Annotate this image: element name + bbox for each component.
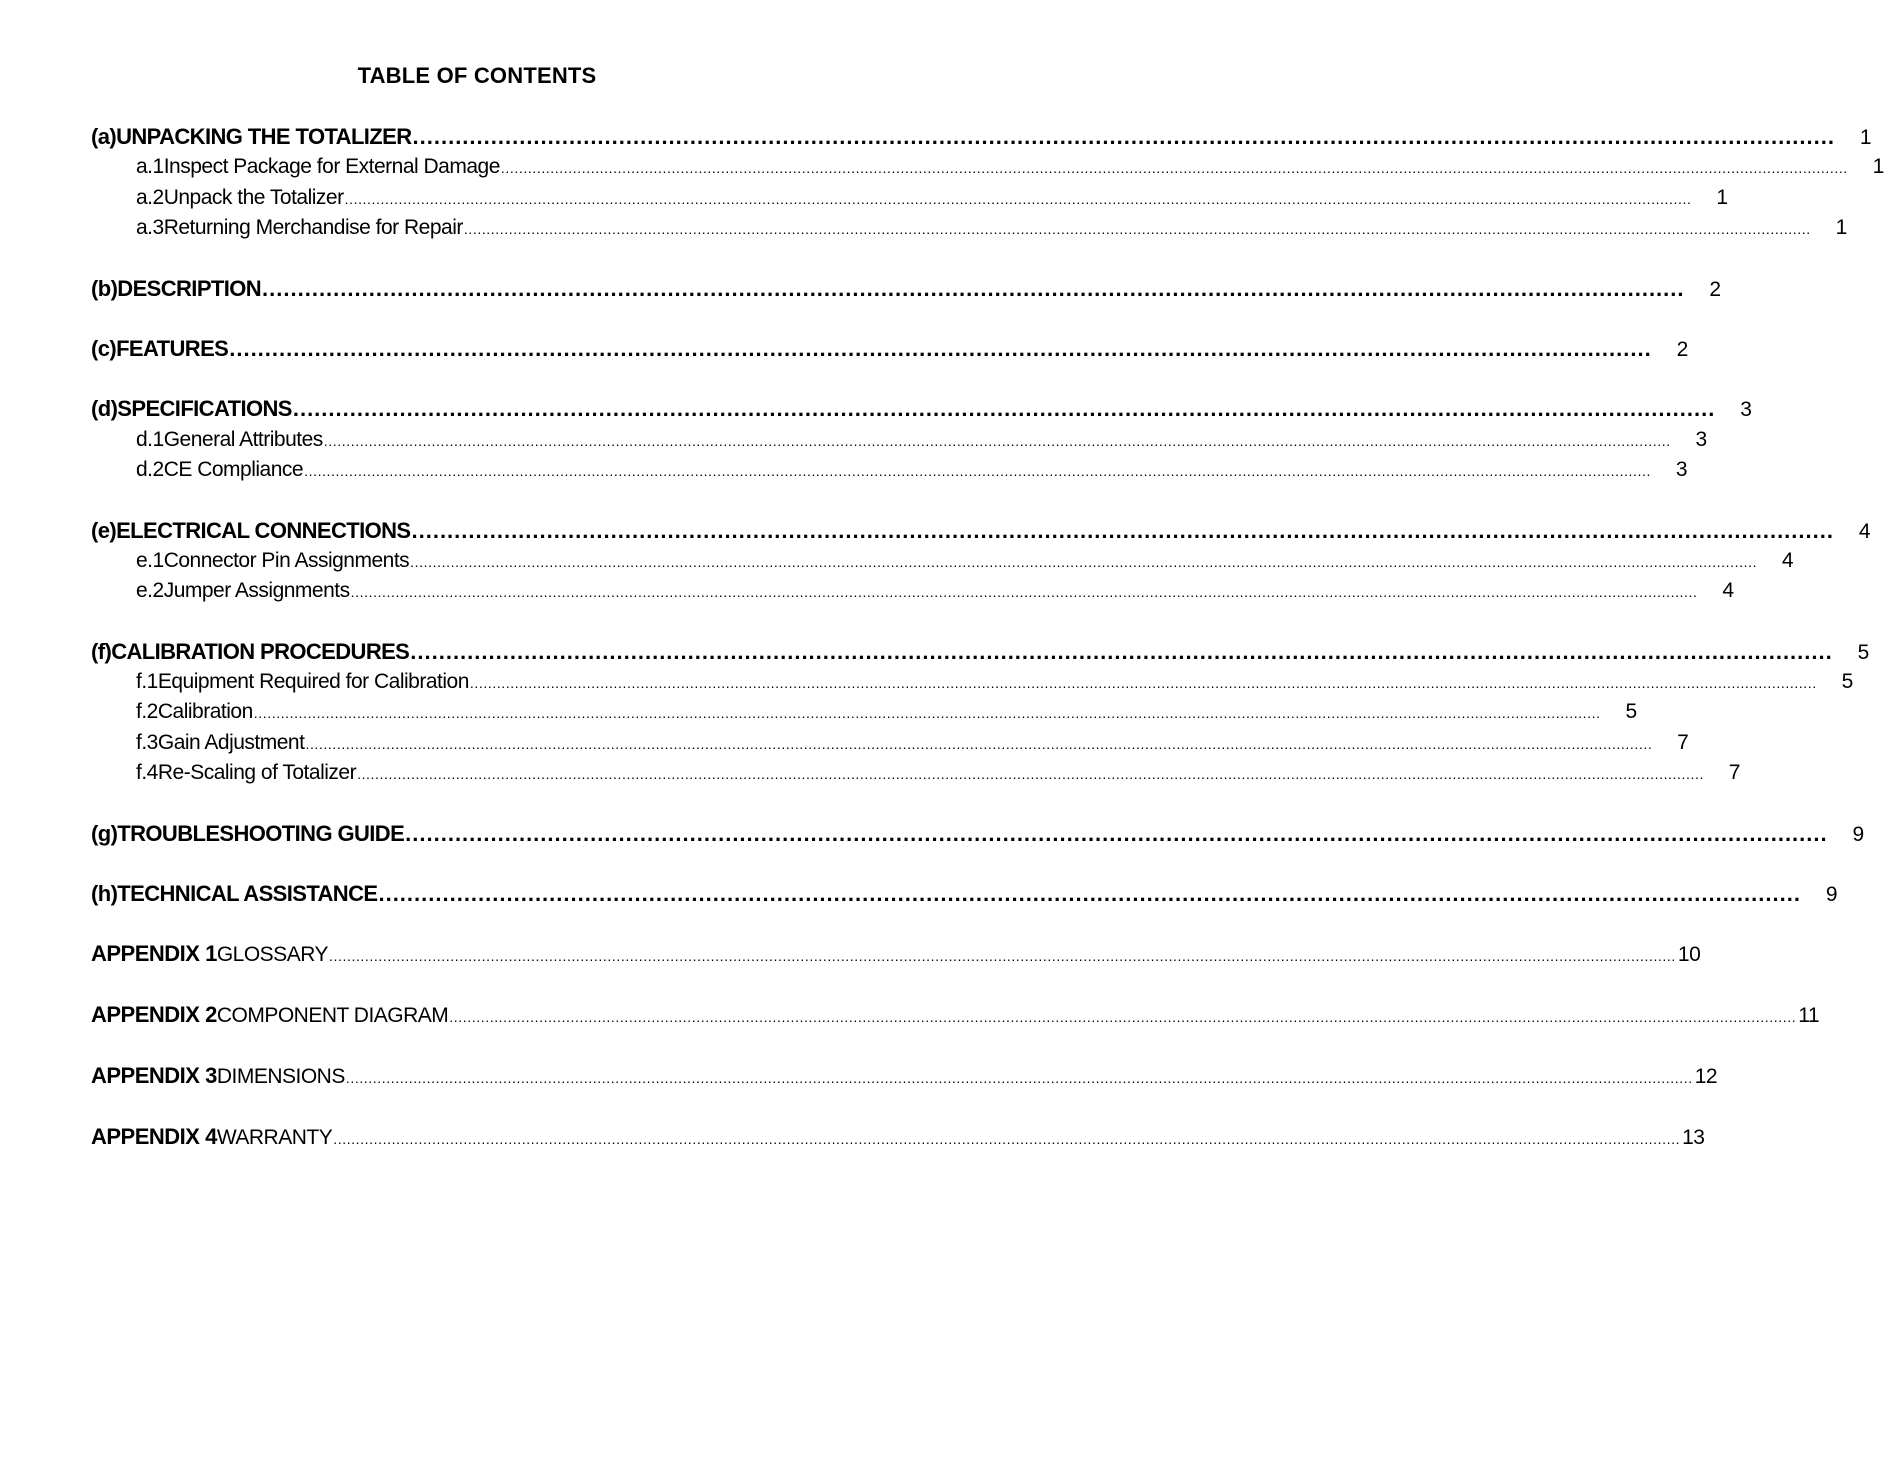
appendix-title: COMPONENT DIAGRAM [216,1004,449,1028]
entry-prefix: (e) [91,517,117,543]
toc-section [91,394,1752,485]
page-number: 3 [1740,398,1752,422]
entry-prefix: (a) [91,124,117,149]
dot-leader: ........................................................................................................................................................................................................ [378,881,1801,907]
subentry-title: Inspect Package for External Damage [163,155,500,179]
entry-title: FEATURES [116,335,229,361]
toc-subentry[interactable] [91,425,1707,455]
dot-leader: ............................................................................................................................................................................................................................................................................................................ [305,735,1653,752]
page-number: 5 [1857,640,1869,664]
dot-leader: ........................................................................................................................................................................................................ [229,335,1652,361]
subentry-prefix: f.3 [136,730,158,754]
entry-title: TROUBLESHOOTING GUIDE [117,820,405,846]
page-number: 1 [1835,216,1847,240]
entry-title: TECHNICAL ASSISTANCE [117,881,378,907]
subentry-prefix: d.1 [136,427,164,451]
appendix-list [91,939,1820,1183]
dot-leader: ............................................................................................................................................................................................................................................................................................................ [500,160,1848,177]
entry-prefix: (f) [91,638,112,664]
toc-section [91,516,1870,607]
dot-leader: ........................................................................................................................................................................................................ [411,517,1834,543]
dot-leader: ........................................................................................................................................................................................................ [292,396,1716,422]
appendix-title: GLOSSARY [216,943,328,967]
toc-subentry[interactable] [91,183,1728,213]
toc-entry[interactable] [91,879,1837,909]
toc-section [91,819,1864,849]
dot-leader: ............................................................................................................................................................................................................................................................................................................ [463,221,1811,238]
subentry-prefix: e.1 [136,548,164,572]
dot-leader: ........................................................................................................................................................................................................ [405,820,1828,846]
subentry-title: Gain Adjustment [157,730,305,754]
appendix-entry[interactable] [91,1000,1820,1061]
dot-leader: ........................................................................................................................................................................................................ [410,638,1833,664]
page-number: 7 [1677,730,1689,754]
dot-leader: ............................................................................................................................................................................................................................................................................................................ [469,675,1817,692]
page-number: 4 [1858,519,1870,543]
page-number: 5 [1841,670,1853,694]
entry-title: ELECTRICAL CONNECTIONS [116,517,411,543]
dot-leader: ............................................................................................................................................................................................................................................................................................................ [323,432,1671,449]
page-number: 1 [1872,155,1884,179]
page-number: 2 [1709,277,1721,301]
subentry-title: Unpack the Totalizer [163,185,344,209]
table-of-contents [91,122,1884,1183]
toc-entry[interactable] [91,819,1864,849]
page-number: 9 [1825,883,1837,907]
dot-leader: ............................................................................................................................................................................................................................................................................................................ [357,766,1704,783]
page-number: 11 [1798,1004,1820,1028]
toc-section [91,637,1869,789]
subentry-prefix: a.2 [136,185,164,209]
toc-entry[interactable] [91,637,1869,667]
toc-subentry[interactable] [91,728,1689,758]
dot-leader: ............................................................................................................................................................................................................................................................................................................ [350,584,1698,601]
appendix-label: APPENDIX 3 [91,1063,217,1089]
subentry-prefix: f.4 [136,761,158,785]
appendix-title: DIMENSIONS [216,1065,345,1089]
page-number: 13 [1682,1126,1705,1150]
subentry-title: Equipment Required for Calibration [157,670,469,694]
dot-leader: ............................................................................................................................................................................................................................................................................................................ [304,463,1652,480]
dot-leader: ............................................................................................................................................................................................................................................................................................................ [344,190,1692,207]
toc-subentry[interactable] [91,546,1794,576]
appendix-label: APPENDIX 1 [91,941,217,967]
page-number: 9 [1852,822,1864,846]
entry-prefix: (b) [91,275,118,301]
dot-leader: ............................................................................................................................................................................................................................................................................................................ [333,1131,1681,1148]
toc-subentry[interactable] [91,758,1740,788]
subentry-title: Re-Scaling of Totalizer [157,761,357,785]
subentry-title: General Attributes [163,427,323,451]
page-number: 12 [1694,1065,1718,1089]
toc-subentry[interactable] [91,455,1688,485]
appendix-title: WARRANTY [216,1126,333,1150]
entry-title: CALIBRATION PROCEDURES [111,638,410,664]
subentry-prefix: a.1 [136,155,164,179]
page-number: 4 [1781,548,1794,572]
dot-leader: ........................................................................................................................................................................................................ [262,275,1685,301]
appendix-entry[interactable] [91,939,1701,1000]
appendix-entry[interactable] [91,1122,1705,1183]
subentry-title: CE Compliance [163,458,304,482]
entry-title: SPECIFICATIONS [117,396,292,422]
page-number: 2 [1676,337,1688,361]
toc-subentry[interactable] [91,152,1884,182]
toc-entry[interactable] [91,334,1688,364]
dot-leader: ........................................................................................................................................................................................................ [412,124,1835,149]
toc-section [91,122,1884,244]
dot-leader: ............................................................................................................................................................................................................................................................................................................ [449,1009,1797,1026]
subentry-title: Jumper Assignments [163,579,350,603]
subentry-prefix: f.2 [136,700,158,724]
page-number: 1 [1859,126,1871,149]
entry-title: DESCRIPTION [117,275,262,301]
toc-entry[interactable] [91,394,1752,424]
toc-section [91,334,1688,364]
subentry-prefix: f.1 [136,670,158,694]
entry-prefix: (g) [91,820,118,846]
subentry-title: Returning Merchandise for Repair [163,216,463,240]
appendix-label: APPENDIX 4 [91,1124,217,1150]
page-number: 1 [1716,185,1728,209]
subentry-title: Calibration [157,700,253,724]
page-number: 10 [1677,943,1701,967]
subentry-prefix: d.2 [136,458,164,482]
subentry-prefix: e.2 [136,579,164,603]
toc-entry[interactable] [91,274,1721,304]
toc-subentry[interactable] [91,213,1847,243]
page-number: 3 [1695,427,1707,451]
toc-subentry[interactable] [91,697,1637,727]
page-number: 3 [1675,458,1688,482]
page-number: 7 [1728,761,1740,785]
dot-leader: ............................................................................................................................................................................................................................................................................................................ [253,705,1601,722]
dot-leader: ............................................................................................................................................................................................................................................................................................................ [345,1070,1693,1087]
toc-section [91,274,1721,304]
entry-title: UNPACKING THE TOTALIZER [116,124,412,149]
entry-prefix: (h) [91,881,118,907]
page-title: TABLE OF CONTENTS [357,63,597,88]
toc-entry[interactable] [91,122,1871,152]
page-number: 4 [1722,579,1734,603]
dot-leader: ............................................................................................................................................................................................................................................................................................................ [329,948,1676,965]
page-number: 5 [1625,700,1637,724]
appendix-entry[interactable] [91,1061,1718,1122]
entry-prefix: (c) [91,335,117,361]
subentry-prefix: a.3 [136,216,164,240]
toc-section [91,879,1837,909]
toc-entry[interactable] [91,516,1870,546]
toc-subentry[interactable] [91,576,1734,606]
entry-prefix: (d) [91,396,118,422]
appendix-label: APPENDIX 2 [91,1002,217,1028]
subentry-title: Connector Pin Assignments [163,548,410,572]
dot-leader: ............................................................................................................................................................................................................................................................................................................ [410,553,1758,570]
toc-subentry[interactable] [91,667,1853,697]
